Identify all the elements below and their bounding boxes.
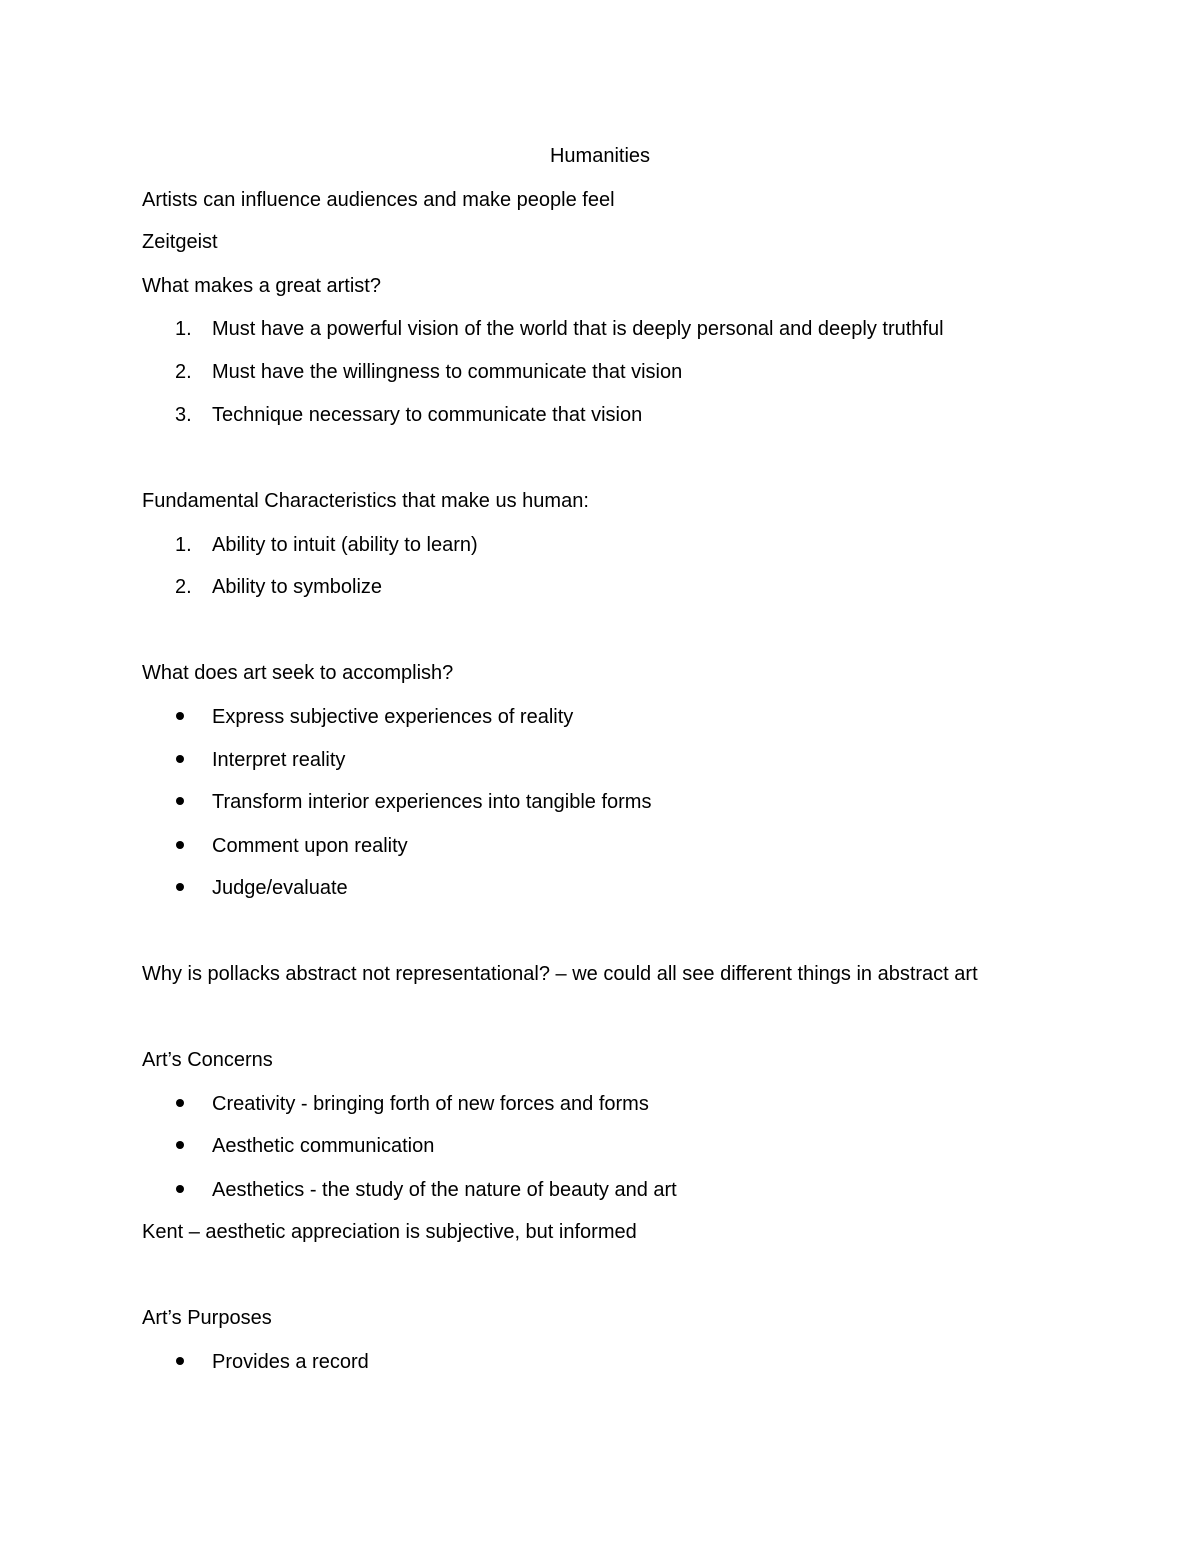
list-item: Interpret reality (212, 749, 346, 771)
art-concerns-heading: Art’s Concerns (142, 1049, 273, 1071)
human-characteristics-heading: Fundamental Characteristics that make us human: (142, 490, 589, 512)
art-goals-heading: What does art seek to accomplish? (142, 662, 454, 684)
art-purposes-heading: Art’s Purposes (142, 1307, 272, 1329)
bullet-icon (176, 755, 184, 763)
list-number: 2. (175, 361, 192, 383)
list-item: Must have the willingness to communicate that vision (212, 361, 683, 383)
bullet-icon (176, 1099, 184, 1107)
list-item: Aesthetics - the study of the nature of beauty and art (212, 1179, 677, 1201)
list-item: Ability to intuit (ability to learn) (212, 534, 478, 556)
list-item: Aesthetic communication (212, 1135, 435, 1157)
bullet-icon (176, 1185, 184, 1193)
list-number: 1. (175, 318, 192, 340)
list-number: 3. (175, 404, 192, 426)
list-item: Creativity - bringing forth of new forces and forms (212, 1093, 649, 1115)
list-item: Express subjective experiences of reality (212, 706, 574, 728)
page-title: Humanities (549, 145, 651, 167)
list-number: 2. (175, 576, 192, 598)
intro-line: Artists can influence audiences and make people feel (142, 189, 615, 211)
bullet-icon (176, 883, 184, 891)
bullet-icon (176, 797, 184, 805)
term-zeitgeist: Zeitgeist (142, 231, 218, 253)
pollock-note: Why is pollacks abstract not representational? – we could all see different things in abstract art (142, 963, 978, 985)
bullet-icon (176, 1141, 184, 1149)
list-item: Technique necessary to communicate that vision (212, 404, 643, 426)
list-number: 1. (175, 534, 192, 556)
list-item: Must have a powerful vision of the world that is deeply personal and deeply truthful (212, 318, 944, 340)
list-item: Judge/evaluate (212, 877, 348, 899)
bullet-icon (176, 1357, 184, 1365)
bullet-icon (176, 841, 184, 849)
list-item: Ability to symbolize (212, 576, 383, 598)
great-artist-heading: What makes a great artist? (142, 275, 381, 297)
list-item: Provides a record (212, 1351, 369, 1373)
list-item: Transform interior experiences into tangible forms (212, 791, 652, 813)
kent-note: Kent – aesthetic appreciation is subjective, but informed (142, 1221, 637, 1243)
bullet-icon (176, 712, 184, 720)
list-item: Comment upon reality (212, 835, 408, 857)
